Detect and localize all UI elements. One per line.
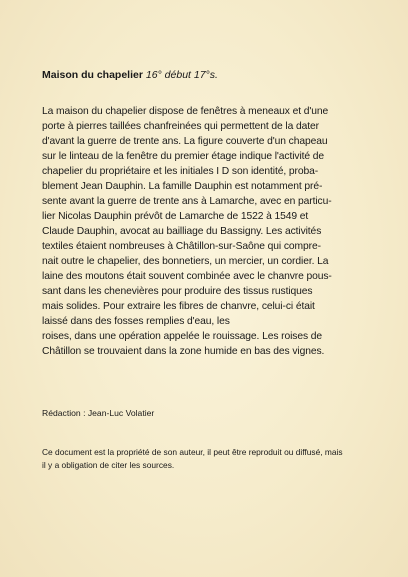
body-line: Châtillon se trouvaient dans la zone humide en bas des vignes.	[42, 346, 325, 357]
body-line: La maison du chapelier dispose de fenêtres à meneaux et d'une	[42, 106, 329, 117]
title-main: Maison du chapelier	[42, 69, 143, 81]
body-line: lier Nicolas Dauphin prévôt de Lamarche de 1522 à 1549 et	[42, 211, 309, 222]
body-line: Claude Dauphin, avocat au bailliage du Bassigny. Les activités	[42, 226, 322, 237]
notice-line: Ce document est la propriété de son auteur, il peut être reproduit ou diffusé, mais	[42, 447, 343, 457]
document-title	[42, 68, 218, 82]
body-line: laissé dans des fosses remplies d'eau, les	[42, 316, 230, 327]
body-line: textiles étaient nombreuses à Châtillon-sur-Saône qui compre-	[42, 241, 321, 252]
author-credit: Rédaction : Jean-Luc Volatier	[42, 408, 155, 418]
body-line: sant dans les chenevières pour produire des tissus rustiques	[42, 286, 313, 297]
body-line: chapelier du propriétaire et les initiales I D son identité, proba-	[42, 166, 319, 177]
body-line: nait outre le chapelier, des bonnetiers, un mercier, un cordier. La	[42, 256, 329, 267]
body-line: blement Jean Dauphin. La famille Dauphin est notamment pré-	[42, 181, 323, 192]
body-line: mais solides. Pour extraire les fibres de chanvre, celui-ci était	[42, 301, 315, 312]
body-line: d'avant la guerre de trente ans. La figure couverte d'un chapeau	[42, 136, 328, 147]
body-line: sente avant la guerre de trente ans à Lamarche, avec en particu-	[42, 196, 332, 207]
copyright-notice	[42, 446, 392, 472]
body-line: porte à pierres taillées chanfreinées qui permettent de la dater	[42, 121, 319, 132]
body-line: laine des moutons était souvent combinée avec le chanvre pous-	[42, 271, 332, 282]
title-date: 16° début 17°s.	[145, 69, 218, 81]
body-line: roises, dans une opération appelée le rouissage. Les roises de	[42, 331, 323, 342]
body-line: sur le linteau de la fenêtre du premier étage indique l'activité de	[42, 151, 325, 162]
notice-line: il y a obligation de citer les sources.	[42, 460, 175, 470]
body-paragraph	[42, 104, 377, 359]
